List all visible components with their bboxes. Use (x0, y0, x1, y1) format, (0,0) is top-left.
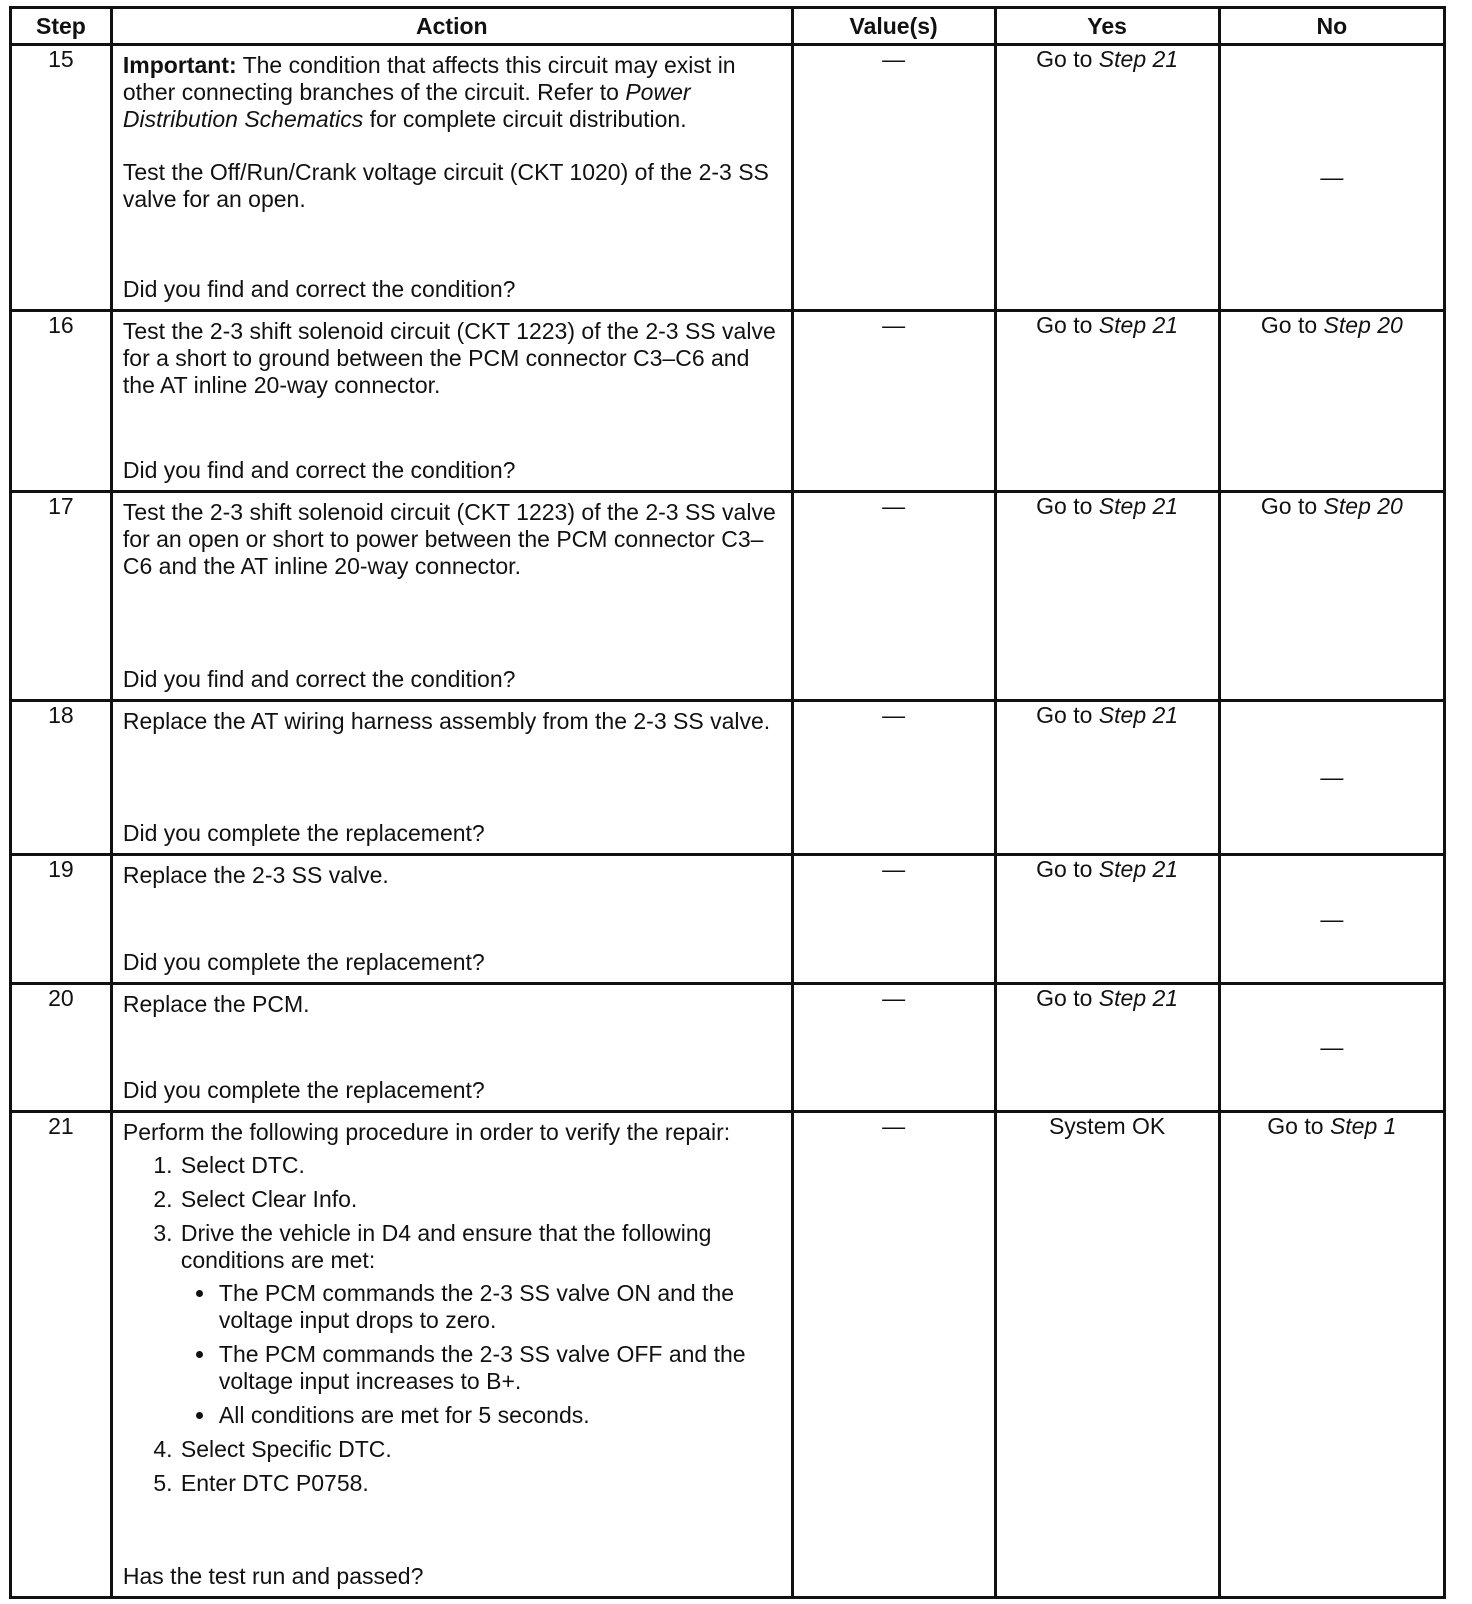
procedure-step: 3. Drive the vehicle in D4 and ensure that the following conditions are met: • The PCM commands the 2-3 SS valve ON and the voltage input drops to zero. • The PCM commands the 2-3 SS valve OFF and the voltage input increases to B+. • All conditions are met for 5 seconds. (179, 1220, 783, 1429)
header-step: Step (11, 8, 112, 45)
step-number: 16 (11, 311, 112, 492)
action-cell (111, 701, 792, 855)
step-number: 15 (11, 45, 112, 311)
header-yes: Yes (995, 8, 1219, 45)
table-row (11, 311, 1445, 492)
step-number: 21 (11, 1112, 112, 1598)
yes-cell: Go to Step 21 (995, 855, 1219, 984)
action-text: Perform the following procedure in order to verify the repair: (122, 1119, 731, 1145)
header-action: Action (111, 8, 792, 45)
no-cell: — (1219, 855, 1444, 984)
important-note: Important: The condition that affects this circuit may exist in other connecting branches of the circuit. Refer to Power Distribution Schematics for complete circuit distribution. (122, 52, 736, 132)
condition-item: • The PCM commands the 2-3 SS valve ON and the voltage input drops to zero. (217, 1280, 783, 1334)
yes-cell: Go to Step 21 (995, 311, 1219, 492)
value-cell: — (792, 984, 995, 1112)
step-reference: Step 21 (1098, 702, 1179, 728)
action-question: Did you complete the replacement? (122, 820, 485, 846)
no-cell: Go to Step 1 (1219, 1112, 1444, 1598)
conditions-list (181, 1280, 783, 1429)
action-cell (111, 492, 792, 701)
action-question: Did you find and correct the condition? (122, 276, 516, 302)
procedure-step: 2. Select Clear Info. (179, 1186, 783, 1213)
action-question: Has the test run and passed? (122, 1563, 424, 1589)
table-row (11, 855, 1445, 984)
action-text: Replace the AT wiring harness assembly from the 2-3 SS valve. (122, 708, 771, 734)
step-reference: Step 21 (1098, 46, 1179, 72)
action-question: Did you complete the replacement? (122, 949, 485, 975)
header-values: Value(s) (792, 8, 995, 45)
header-no: No (1219, 8, 1444, 45)
procedure-step: 5. Enter DTC P0758. (179, 1470, 783, 1497)
action-text: Test the 2-3 shift solenoid circuit (CKT 1223) of the 2-3 SS valve for a short to ground between the PCM connector C3–C6 and the AT inline 20-way connector. (122, 318, 776, 398)
condition-item: • The PCM commands the 2-3 SS valve OFF and the voltage input increases to B+. (217, 1341, 783, 1395)
step-reference: Step 21 (1098, 493, 1179, 519)
important-label: Important: (122, 52, 237, 78)
no-cell: — (1219, 45, 1444, 311)
table-row (11, 1112, 1445, 1598)
table-row (11, 45, 1445, 311)
step-reference: Step 20 (1323, 312, 1403, 338)
action-cell (111, 45, 792, 311)
value-cell: — (792, 855, 995, 984)
yes-cell: Go to Step 21 (995, 45, 1219, 311)
step-number: 18 (11, 701, 112, 855)
yes-cell: Go to Step 21 (995, 492, 1219, 701)
no-cell: Go to Step 20 (1219, 492, 1444, 701)
procedure-step: 1. Select DTC. (179, 1152, 783, 1179)
diagnostic-table (9, 6, 1446, 1599)
yes-cell: System OK (995, 1112, 1219, 1598)
step-number: 19 (11, 855, 112, 984)
value-cell: — (792, 311, 995, 492)
header-row (11, 8, 1445, 45)
condition-item: • All conditions are met for 5 seconds. (217, 1402, 783, 1429)
value-cell: — (792, 492, 995, 701)
action-cell (111, 1112, 792, 1598)
value-cell: — (792, 45, 995, 311)
value-cell: — (792, 1112, 995, 1598)
step-reference: Step 1 (1329, 1113, 1397, 1139)
no-cell: Go to Step 20 (1219, 311, 1444, 492)
action-question: Did you find and correct the condition? (122, 666, 516, 692)
reference-link: Power Distribution Schematics (122, 79, 691, 132)
action-text: Replace the 2-3 SS valve. (122, 862, 389, 888)
step-number: 20 (11, 984, 112, 1112)
yes-cell: Go to Step 21 (995, 984, 1219, 1112)
action-cell (111, 855, 792, 984)
procedure-list (123, 1152, 783, 1497)
action-cell (111, 311, 792, 492)
step-reference: Step 21 (1098, 856, 1179, 882)
yes-cell: Go to Step 21 (995, 701, 1219, 855)
step-reference: Step 20 (1323, 493, 1403, 519)
action-question: Did you complete the replacement? (122, 1077, 485, 1103)
procedure-step: 4. Select Specific DTC. (179, 1436, 783, 1463)
value-cell: — (792, 701, 995, 855)
action-text: Test the 2-3 shift solenoid circuit (CKT 1223) of the 2-3 SS valve for an open or short to power between the PCM connector C3–C6 and the AT inline 20-way connector. (122, 499, 776, 579)
step-reference: Step 21 (1098, 985, 1179, 1011)
action-question: Did you find and correct the condition? (122, 457, 516, 483)
step-reference: Step 21 (1098, 312, 1179, 338)
action-cell (111, 984, 792, 1112)
table-row (11, 984, 1445, 1112)
step-number: 17 (11, 492, 112, 701)
action-text: Replace the PCM. (122, 991, 310, 1017)
no-cell: — (1219, 701, 1444, 855)
action-text: Test the Off/Run/Crank voltage circuit (CKT 1020) of the 2-3 SS valve for an open. (122, 159, 769, 212)
table-row (11, 492, 1445, 701)
no-cell: — (1219, 984, 1444, 1112)
table-row (11, 701, 1445, 855)
